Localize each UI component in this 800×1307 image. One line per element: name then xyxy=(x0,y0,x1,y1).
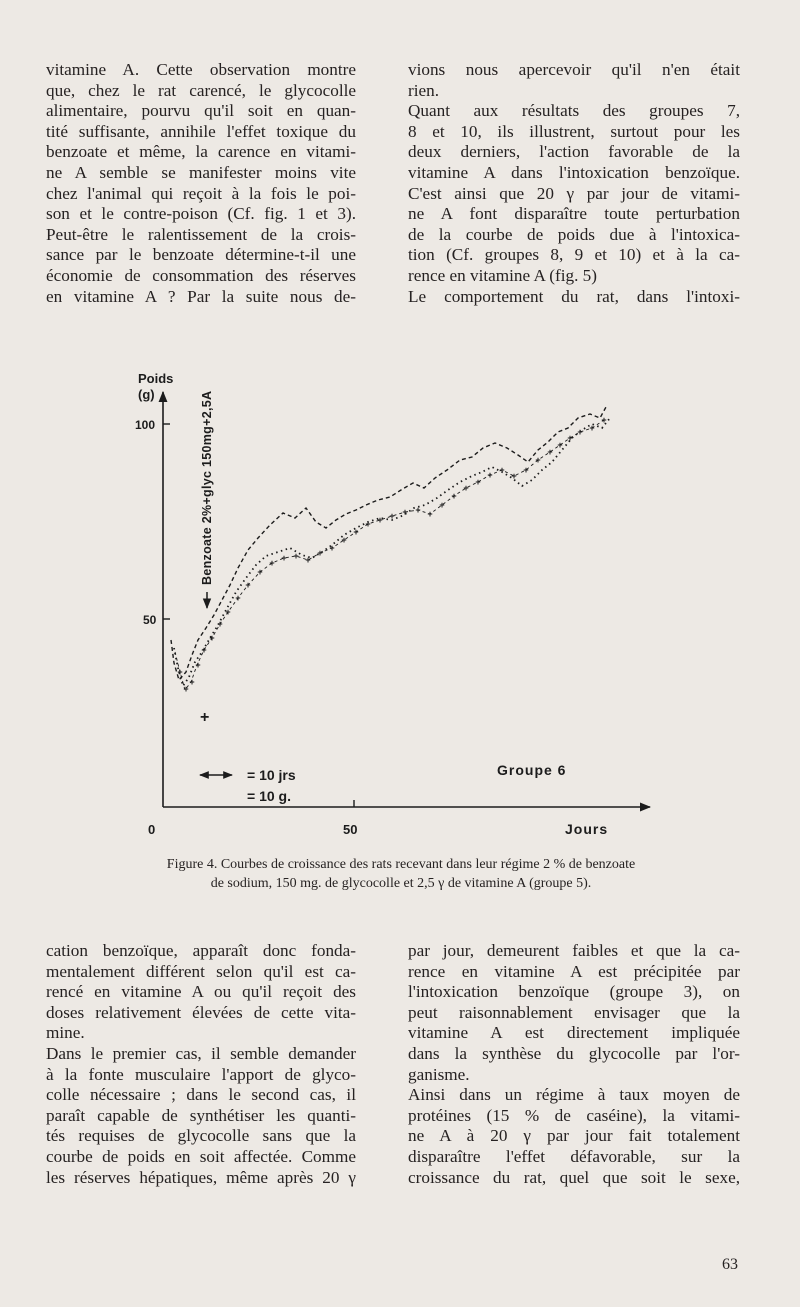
y-tick-label-50: 50 xyxy=(143,613,157,627)
text-line: Dans le premier cas, il semble demander xyxy=(46,1043,356,1063)
svg-text:+: + xyxy=(511,471,517,481)
text-line: en vitamine A ? Par la suite nous de- xyxy=(46,286,356,306)
text-line: rence en vitamine A est précipitée par xyxy=(408,961,740,981)
svg-text:+: + xyxy=(547,447,553,457)
text-line: protéines (15 % de caséine), la vitami- xyxy=(408,1105,740,1125)
svg-text:+: + xyxy=(365,519,371,529)
text-line: l'intoxication benzoïque (groupe 3), on xyxy=(408,982,740,1002)
svg-text:+: + xyxy=(567,433,573,443)
svg-text:+: + xyxy=(245,580,251,590)
text-column-top-right xyxy=(408,60,740,307)
text-line: alimentaire, pourvu qu'il soit en quan- xyxy=(46,101,356,121)
svg-text:+: + xyxy=(317,548,323,558)
growth-curve-dashed xyxy=(171,407,606,680)
text-line: vitamine A. Cette observation montre xyxy=(46,60,356,79)
svg-text:+: + xyxy=(293,551,299,561)
svg-text:+: + xyxy=(183,684,189,694)
y-axis-label: Poids xyxy=(138,371,174,386)
svg-text:+: + xyxy=(389,511,395,521)
growth-curve-figure xyxy=(0,340,800,850)
growth-curves xyxy=(171,407,610,690)
y-axis-unit: (g) xyxy=(138,387,155,402)
text-column-top-left xyxy=(46,60,356,307)
svg-text:+: + xyxy=(589,423,595,433)
page-number: 63 xyxy=(722,1256,738,1273)
x-tick-label-50: 50 xyxy=(343,822,358,837)
text-line: mine. xyxy=(46,1023,85,1043)
svg-text:+: + xyxy=(235,593,241,603)
svg-text:+: + xyxy=(535,455,541,465)
svg-text:+: + xyxy=(499,465,505,475)
svg-text:+: + xyxy=(523,465,529,475)
text-line: cation benzoïque, apparaît donc fonda- xyxy=(46,941,356,960)
group-label: Groupe 6 xyxy=(497,762,567,778)
text-line: ne A à 20 γ par jour fait totalement xyxy=(408,1126,740,1146)
y-tick-label-100: 100 xyxy=(135,418,156,432)
text-line: mentalement différent selon qu'il est ca- xyxy=(46,961,356,981)
svg-text:+: + xyxy=(269,558,275,568)
svg-text:+: + xyxy=(463,483,469,493)
text-line: C'est ainsi que 20 γ par jour de vitami- xyxy=(408,183,740,203)
x-tick-label-0: 0 xyxy=(148,822,156,837)
text-column-bottom-left xyxy=(46,941,356,1188)
growth-curve-dotted xyxy=(174,418,610,686)
svg-text:+: + xyxy=(189,677,195,687)
text-line: colle nécessaire ; dans le second cas, il xyxy=(46,1085,356,1105)
svg-text:+: + xyxy=(475,477,481,487)
x-axis-label: Jours xyxy=(565,821,609,837)
figure-caption xyxy=(96,855,706,893)
svg-text:+: + xyxy=(439,500,445,510)
text-line: sance par le benzoate détermine-t-il une xyxy=(46,245,356,265)
svg-text:+: + xyxy=(209,633,215,643)
text-line: vions nous apercevoir qu'il n'en était xyxy=(408,60,740,79)
text-line: vitamine A est directement impliquée xyxy=(408,1023,740,1043)
text-line: croissance du rat, quel que soit le sexe, xyxy=(408,1167,740,1187)
text-line: tion (Cf. groupes 8, 9 et 10) et à la ca- xyxy=(408,245,740,265)
text-line: rence en vitamine A (fig. 5) xyxy=(408,265,597,285)
svg-text:+: + xyxy=(225,607,231,617)
text-line: par jour, demeurent faibles et que la ca- xyxy=(408,941,740,960)
caption-line: Figure 4. Courbes de croissance des rats recevant dans leur régime 2 % de benzoate xyxy=(166,857,636,872)
text-line: Ainsi dans un régime à taux moyen de xyxy=(408,1085,740,1105)
svg-text:+: + xyxy=(305,555,311,565)
svg-text:+: + xyxy=(415,505,421,515)
scale-days-label: = 10 jrs xyxy=(247,767,296,783)
text-line: chez l'animal qui reçoit à la fois le poi- xyxy=(46,183,356,203)
text-line: 8 et 10, ils illustrent, surtout pour les xyxy=(408,121,740,141)
text-line: rencé en vitamine A ou qu'il reçoit des xyxy=(46,982,356,1002)
text-line: ganisme. xyxy=(408,1064,470,1084)
text-column-bottom-right xyxy=(408,941,740,1188)
svg-text:+: + xyxy=(329,543,335,553)
text-line: Peut-être le ralentissement de la crois- xyxy=(46,224,356,244)
svg-text:+: + xyxy=(341,535,347,545)
svg-text:+: + xyxy=(177,667,183,677)
svg-text:+: + xyxy=(217,619,223,629)
svg-text:+: + xyxy=(257,567,263,577)
text-line: disparaître l'effet défavorable, sur la xyxy=(408,1146,740,1166)
text-line: à la fonte musculaire l'apport de glyco- xyxy=(46,1064,356,1084)
svg-text:+: + xyxy=(377,515,383,525)
svg-text:+: + xyxy=(353,527,359,537)
text-line: économie de consommation des réserves xyxy=(46,265,356,285)
text-line: les réserves hépatiques, même après 20 γ xyxy=(46,1167,356,1187)
text-line: peut raisonnablement envisager que la xyxy=(408,1002,740,1022)
text-line: son et le contre-poison (Cf. fig. 1 et 3). xyxy=(46,204,356,224)
text-line: vitamine A dans l'intoxication benzoïque. xyxy=(408,162,740,182)
svg-text:+: + xyxy=(281,553,287,563)
text-line: Quant aux résultats des groupes 7, xyxy=(408,101,740,121)
svg-text:+: + xyxy=(201,645,207,655)
text-line: Le comportement du rat, dans l'intoxi- xyxy=(408,286,740,306)
svg-text:+: + xyxy=(195,660,201,670)
text-line: benzoate et même, la carence en vitami- xyxy=(46,142,356,162)
svg-text:+: + xyxy=(487,470,493,480)
caption-line: de sodium, 150 mg. de glycocolle et 2,5 γ de vitamine A (groupe 5). xyxy=(210,876,592,891)
svg-text:+: + xyxy=(577,427,583,437)
svg-text:+: + xyxy=(601,415,607,425)
text-line: deux derniers, l'action favorable de la xyxy=(408,142,740,162)
scale-grams-label: = 10 g. xyxy=(247,788,291,804)
text-line: rien. xyxy=(408,80,440,100)
text-line: paraît capable de synthétiser les quanti- xyxy=(46,1105,356,1125)
text-line: dans la synthèse du glycocolle par l'or- xyxy=(408,1043,740,1063)
death-marker: + xyxy=(200,709,210,726)
svg-text:+: + xyxy=(557,440,563,450)
text-line: de la courbe de poids due à l'intoxica- xyxy=(408,224,740,244)
svg-text:+: + xyxy=(427,509,433,519)
text-line: tés requises de glycocolle sans que la xyxy=(46,1126,356,1146)
svg-text:+: + xyxy=(402,507,408,517)
treatment-label: Benzoate 2%+glyc 150mg+2,5A xyxy=(200,390,214,585)
text-line: que, chez le rat carencé, le glycocolle xyxy=(46,80,356,100)
text-line: ne A semble se manifester moins vite xyxy=(46,162,356,182)
text-line: ne A font disparaître toute perturbation xyxy=(408,204,740,224)
text-line: tité suffisante, annihile l'effet toxique du xyxy=(46,121,356,141)
text-line: doses relativement élevées de cette vita- xyxy=(46,1002,356,1022)
text-line: courbe de poids en soit affectée. Comme xyxy=(46,1146,356,1166)
svg-text:+: + xyxy=(451,491,457,501)
